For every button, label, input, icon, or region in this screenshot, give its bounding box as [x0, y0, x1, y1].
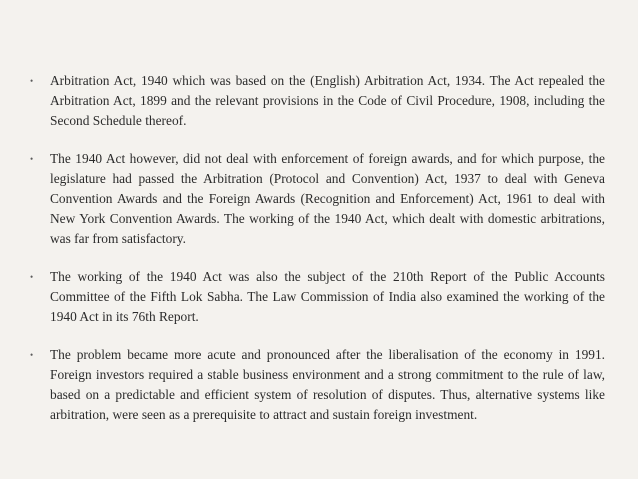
bullet-marker: •: [30, 350, 34, 360]
bullet-text: The problem became more acute and pronounced after the liberalisation of the economy in 1991. Foreign investors required a stable business environment and a strong commitment to the rule of law, based on a predictable and efficient system of resolution of disputes. Thus, alternative systems like arbitration, were seen as a prerequisite to attract and sustain foreign investment.: [50, 347, 605, 422]
list-item: [30, 267, 605, 327]
bullet-marker: •: [30, 76, 34, 86]
bullet-text: The 1940 Act however, did not deal with enforcement of foreign awards, and for which purpose, the legislature had passed the Arbitration (Protocol and Convention) Act, 1937 to deal with Geneva Convention Awards and the Foreign Awards (Recognition and Enforcement) Act, 1961 to deal with New York Convention Awards. The working of the 1940 Act, which dealt with domestic arbitrations, was far from satisfactory.: [50, 151, 605, 246]
list-item: [30, 345, 605, 425]
list-item: [30, 149, 605, 249]
bullet-text: The working of the 1940 Act was also the subject of the 210th Report of the Public Accounts Committee of the Fifth Lok Sabha. The Law Commission of India also examined the working of the 1940 Act in its 76th Report.: [50, 269, 605, 324]
bullet-list: [30, 71, 605, 443]
bullet-text: Arbitration Act, 1940 which was based on the (English) Arbitration Act, 1934. The Act repealed the Arbitration Act, 1899 and the relevant provisions in the Code of Civil Procedure, 1908, including the Second Schedule thereof.: [50, 73, 605, 128]
bullet-marker: •: [30, 272, 34, 282]
list-item: [30, 71, 605, 131]
bullet-marker: •: [30, 154, 34, 164]
